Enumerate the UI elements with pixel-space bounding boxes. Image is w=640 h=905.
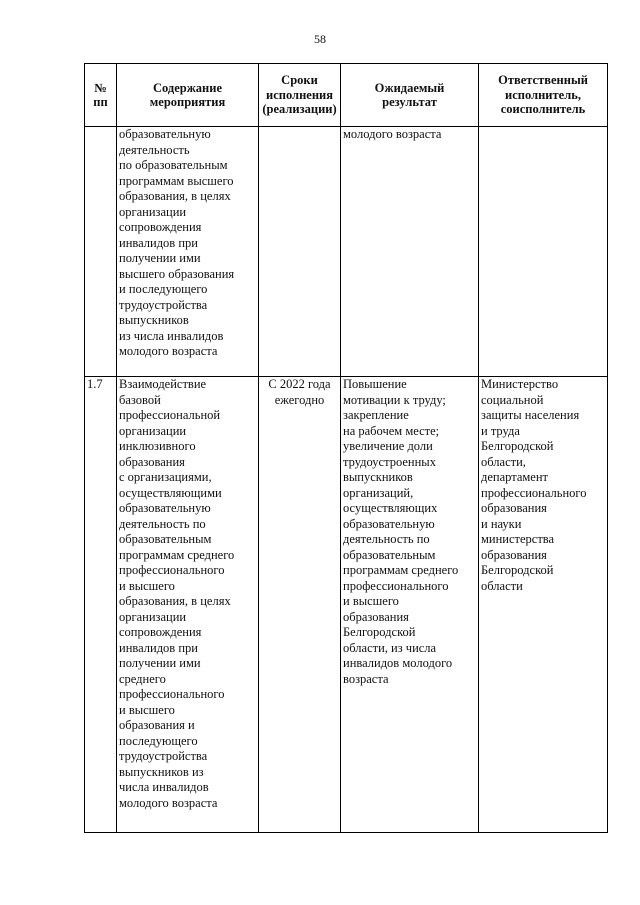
row-content: образовательную деятельность по образовательным программам высшего образования, в целях организации сопровождения инвалидов при получении ими высшего образования и последующего трудоустройства выпускников из числа инвалидов молодого возраста (117, 127, 259, 377)
row-expected-result: молодого возраста (341, 127, 479, 377)
row-number (85, 127, 117, 377)
row-deadline: С 2022 года ежегодно (259, 377, 341, 833)
activity-plan-table (84, 63, 608, 833)
page-number: 58 (314, 32, 326, 46)
row-number: 1.7 (85, 377, 117, 833)
row-responsible: Министерство социальной защиты населения и труда Белгородской области, департамент профессионального образования и науки министерства образования Белгородской области (479, 377, 608, 833)
header-expected-result: Ожидаемый результат (341, 64, 479, 127)
table-header-row (85, 64, 608, 127)
header-deadline: Сроки исполнения (реализации) (259, 64, 341, 127)
row-expected-result: Повышение мотивации к труду; закрепление на рабочем месте; увеличение доли трудоустроенных выпускников организаций, осуществляющих образовательную деятельность по образовательным программам среднего профессионального и высшего образования Белгородской области, из числа инвалидов молодого возраста (341, 377, 479, 833)
header-number: № пп (85, 64, 117, 127)
row-content: Взаимодействие базовой профессиональной организации инклюзивного образования с организациями, осуществляющими образовательную деятельность по образовательным программам среднего профессионального и высшего образования, в целях организации сопровождения инвалидов при получении ими среднего профессионального и высшего образования и последующего трудоустройства выпускников из числа инвалидов молодого возраста (117, 377, 259, 833)
table-row (85, 127, 608, 377)
row-responsible (479, 127, 608, 377)
row-deadline (259, 127, 341, 377)
header-content: Содержание мероприятия (117, 64, 259, 127)
table-row (85, 377, 608, 833)
header-responsible: Ответственный исполнитель, соисполнитель (479, 64, 608, 127)
